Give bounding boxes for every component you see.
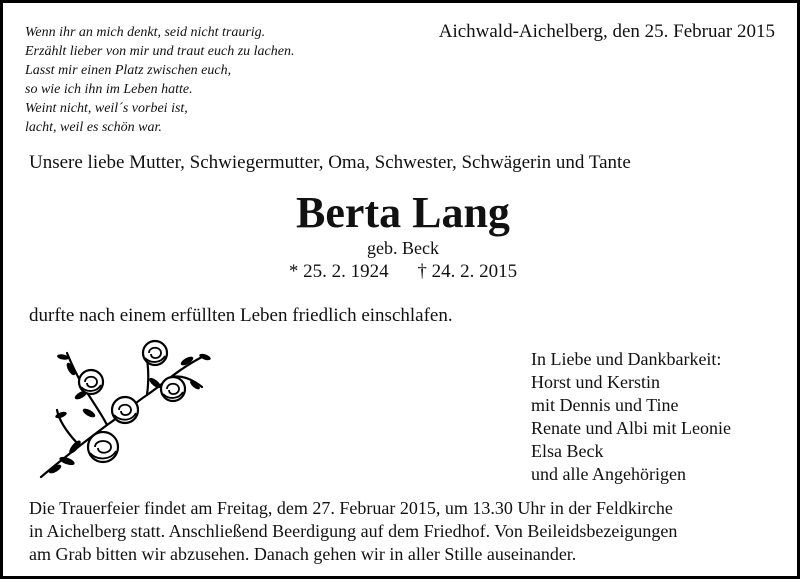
mourners-line: und alle Angehörigen [531,464,686,484]
funeral-line: am Grab bitten wir abzusehen. Danach gehen wir in aller Stille auseinander. [29,544,577,564]
poem-line: so wie ich ihn im Leben hatte. [25,82,193,97]
life-dates [3,261,800,283]
place-date: Aichwald-Aichelberg, den 25. Februar 2015 [438,21,775,42]
mourners-list [531,348,731,486]
mourners-line: Elsa Beck [531,441,604,461]
mourners-line: Horst und Kerstin [531,372,660,392]
poem-line: Wenn ihr an mich denkt, seid nicht traurig. [25,25,266,40]
passing-text: durfte nach einem erfüllten Leben friedlich einschlafen. [29,305,453,326]
poem-line: Weint nicht, weil´s vorbei ist, [25,101,188,116]
mourners-line: Renate und Albi mit Leonie [531,418,731,438]
funeral-info [29,497,677,566]
rose-branch-icon [37,335,217,485]
intro-text: Unsere liebe Mutter, Schwiegermutter, Oma, Schwester, Schwägerin und Tante [29,152,631,173]
poem-line: lacht, weil es schön war. [25,120,162,135]
maiden-name: geb. Beck [367,238,439,258]
poem-line: Lasst mir einen Platz zwischen euch, [25,63,232,78]
death-date: † 24. 2. 2015 [417,261,518,282]
funeral-line: in Aichelberg statt. Anschließend Beerdigung auf dem Friedhof. Von Beileidsbezeigungen [29,521,678,541]
mourners-line: In Liebe und Dankbarkeit: [531,349,722,369]
poem [25,23,294,137]
deceased-name: Berta Lang [296,188,510,237]
funeral-line: Die Trauerfeier findet am Freitag, dem 27. Februar 2015, um 13.30 Uhr in der Feldkirche [29,498,673,518]
birth-date: * 25. 2. 1924 [288,261,389,282]
poem-line: Erzählt lieber von mir und traut euch zu lachen. [25,44,295,59]
mourners-line: mit Dennis und Tine [531,395,679,415]
